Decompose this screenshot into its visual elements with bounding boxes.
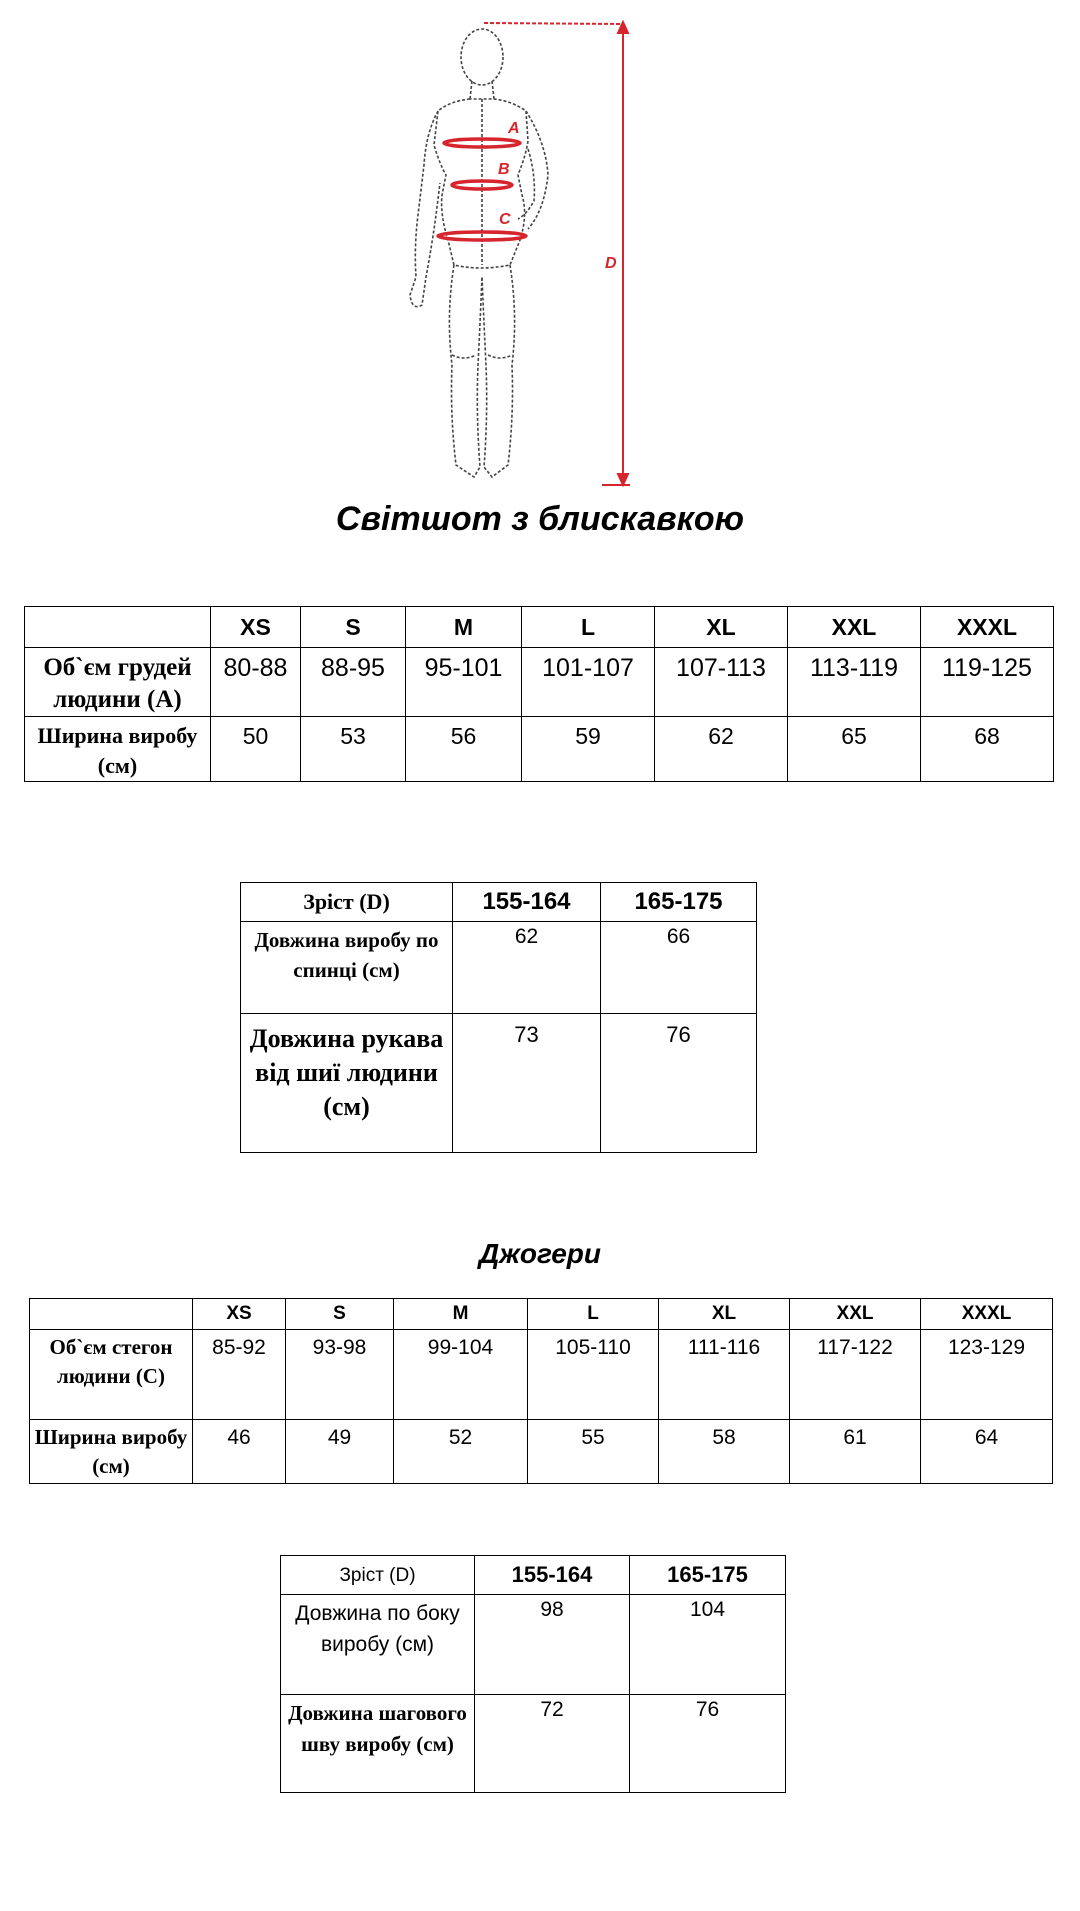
label-b: B — [498, 161, 510, 178]
table-corner-cell — [30, 1299, 193, 1330]
mannequin-right-leg — [482, 265, 515, 477]
size-header: XL — [659, 1299, 790, 1330]
row-label-sleeve-length: Довжина рукава від шиї людини (см) — [241, 1014, 453, 1153]
table-row — [241, 922, 757, 1014]
size-header: S — [286, 1299, 394, 1330]
table-row — [241, 1014, 757, 1153]
table-cell: 123-129 — [921, 1330, 1053, 1420]
row-label-back-length: Довжина виробу по спинці (см) — [241, 922, 453, 1014]
table-cell: 105-110 — [528, 1330, 659, 1420]
table-cell: 49 — [286, 1420, 394, 1484]
table-row — [25, 717, 1054, 782]
mannequin-left-leg — [449, 265, 482, 477]
table-cell: 56 — [406, 717, 522, 782]
table-cell: 107-113 — [655, 648, 788, 717]
height-header: 165-175 — [601, 883, 757, 922]
size-header: XXXL — [921, 607, 1054, 648]
height-arrow-bottom — [618, 474, 628, 485]
row-label-inseam-length: Довжина шагового шву виробу (см) — [281, 1695, 475, 1793]
table-cell: 101-107 — [522, 648, 655, 717]
sweatshirt-size-table — [24, 606, 1054, 782]
size-header: M — [394, 1299, 528, 1330]
height-header: 165-175 — [630, 1556, 786, 1595]
table-cell: 99-104 — [394, 1330, 528, 1420]
size-header: XXL — [788, 607, 921, 648]
size-header: S — [301, 607, 406, 648]
size-header: XS — [211, 607, 301, 648]
size-header: XL — [655, 607, 788, 648]
table-cell: 80-88 — [211, 648, 301, 717]
table-cell: 76 — [601, 1014, 757, 1153]
size-header: XS — [193, 1299, 286, 1330]
table-header-row — [25, 607, 1054, 648]
height-header: 155-164 — [475, 1556, 630, 1595]
size-header: XXL — [790, 1299, 921, 1330]
table-cell: 62 — [655, 717, 788, 782]
row-label-chest: Об`єм грудей людини (А) — [25, 648, 211, 717]
table-cell: 64 — [921, 1420, 1053, 1484]
size-header: XXXL — [921, 1299, 1053, 1330]
table-cell: 66 — [601, 922, 757, 1014]
table-cell: 73 — [453, 1014, 601, 1153]
table-cell: 55 — [528, 1420, 659, 1484]
mannequin-left-arm — [410, 111, 440, 307]
sweatshirt-length-table — [240, 882, 757, 1153]
table-row — [281, 1695, 786, 1793]
table-cell: 61 — [790, 1420, 921, 1484]
height-top-line — [484, 23, 623, 24]
table-cell: 98 — [475, 1595, 630, 1695]
table-header-row — [30, 1299, 1053, 1330]
table-cell: 119-125 — [921, 648, 1054, 717]
mannequin-neck — [470, 81, 494, 99]
size-header: M — [406, 607, 522, 648]
table-row — [30, 1420, 1053, 1484]
table-cell: 58 — [659, 1420, 790, 1484]
row-label-hips: Об`єм стегон людини (С) — [30, 1330, 193, 1420]
mannequin-figure — [400, 15, 660, 490]
table-cell: 46 — [193, 1420, 286, 1484]
table-cell: 72 — [475, 1695, 630, 1793]
table-corner-cell — [25, 607, 211, 648]
table-header-row — [241, 883, 757, 922]
table-cell: 65 — [788, 717, 921, 782]
label-c: C — [499, 211, 511, 228]
table-cell: 104 — [630, 1595, 786, 1695]
joggers-size-table — [29, 1298, 1053, 1484]
mannequin-right-arm — [518, 111, 548, 229]
height-header: 155-164 — [453, 883, 601, 922]
chest-band — [444, 139, 520, 147]
height-label: Зріст (D) — [281, 1556, 475, 1595]
table-cell: 113-119 — [788, 648, 921, 717]
mannequin-knees — [452, 355, 512, 358]
height-label: Зріст (D) — [241, 883, 453, 922]
table-cell: 85-92 — [193, 1330, 286, 1420]
table-row — [30, 1330, 1053, 1420]
table-cell: 68 — [921, 717, 1054, 782]
table-cell: 53 — [301, 717, 406, 782]
table-row — [281, 1595, 786, 1695]
row-label-side-length: Довжина по боку виробу (см) — [281, 1595, 475, 1695]
mannequin-svg — [400, 15, 660, 490]
label-d: D — [605, 255, 617, 272]
table-cell: 95-101 — [406, 648, 522, 717]
table-cell: 111-116 — [659, 1330, 790, 1420]
sweatshirt-title: Світшот з блискавкою — [335, 500, 745, 538]
table-cell: 62 — [453, 922, 601, 1014]
table-cell: 117-122 — [790, 1330, 921, 1420]
label-a: A — [508, 120, 520, 137]
table-cell: 50 — [211, 717, 301, 782]
row-label-width: Ширина виробу (см) — [25, 717, 211, 782]
size-header: L — [522, 607, 655, 648]
table-cell: 93-98 — [286, 1330, 394, 1420]
row-label-width: Ширина виробу (см) — [30, 1420, 193, 1484]
size-header: L — [528, 1299, 659, 1330]
mannequin-head — [461, 29, 503, 85]
table-cell: 52 — [394, 1420, 528, 1484]
table-header-row — [281, 1556, 786, 1595]
table-cell: 76 — [630, 1695, 786, 1793]
table-cell: 59 — [522, 717, 655, 782]
table-cell: 88-95 — [301, 648, 406, 717]
joggers-length-table — [280, 1555, 786, 1793]
joggers-title: Джогери — [479, 1238, 601, 1269]
table-row — [25, 648, 1054, 717]
